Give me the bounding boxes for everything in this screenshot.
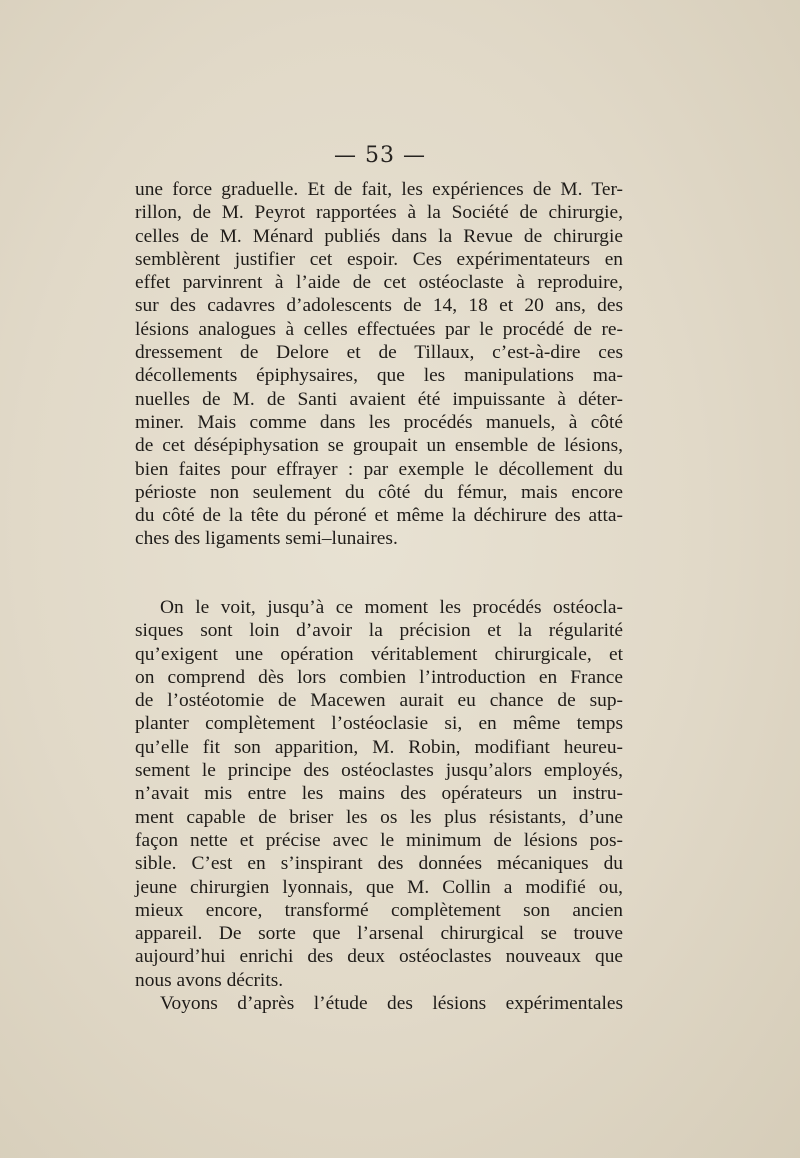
text-line: périoste non seulement du côté du fémur, mais encore <box>135 481 623 503</box>
text-line: Voyons d’après l’étude des lésions expérimentales <box>160 993 623 1015</box>
paragraph-2 <box>135 596 623 1015</box>
text-line: nuelles de M. de Santi avaient été impuissante à déter- <box>135 388 623 410</box>
text-line: de l’ostéotomie de Macewen aurait eu chance de sup- <box>135 690 623 712</box>
text-line: sible. C’est en s’inspirant des données mécaniques du <box>135 853 623 875</box>
text-line: du côté de la tête du péroné et même la déchirure des atta- <box>135 505 623 527</box>
text-line: décollements épiphysaires, que les manipulations ma- <box>135 365 623 387</box>
text-line: qu’exigent une opération véritablement chirurgicale, et <box>135 643 623 665</box>
text-line: semblèrent justifier cet espoir. Ces expérimentateurs en <box>135 248 623 270</box>
text-line: mieux encore, transformé complètement son ancien <box>135 899 623 921</box>
page-number: — 53 — <box>334 143 426 168</box>
text-line: on comprend dès lors combien l’introduction en France <box>135 666 623 688</box>
text-line: qu’elle fit son apparition, M. Robin, modifiant heureu- <box>135 736 623 758</box>
text-line: de cet désépiphysation se groupait un ensemble de lésions, <box>135 435 623 457</box>
text-line: aujourd’hui enrichi des deux ostéoclastes nouveaux que <box>135 946 623 968</box>
text-line: façon nette et précise avec le minimum de lésions pos- <box>135 829 623 851</box>
text-line: dressement de Delore et de Tillaux, c’est-à-dire ces <box>135 342 623 364</box>
text-line: rillon, de M. Peyrot rapportées à la Société de chirurgie, <box>135 202 623 224</box>
text-line: appareil. De sorte que l’arsenal chirurgical se trouve <box>135 923 623 945</box>
text-line: On le voit, jusqu’à ce moment les procédés ostéocla- <box>160 597 623 618</box>
text-line: celles de M. Ménard publiés dans la Revue de chirurgie <box>135 225 623 247</box>
text-line: lésions analogues à celles effectuées par le procédé de re- <box>135 318 623 340</box>
text-line: miner. Mais comme dans les procédés manuels, à côté <box>135 411 623 433</box>
text-line: n’avait mis entre les mains des opérateurs un instru- <box>135 783 623 805</box>
text-line: une force graduelle. Et de fait, les expériences de M. Ter- <box>135 179 623 200</box>
text-line: ches des ligaments semi–lunaires. <box>135 528 398 550</box>
text-line: ment capable de briser les os les plus résistants, d’une <box>135 806 623 828</box>
text-line: siques sont loin d’avoir la précision et la régularité <box>135 620 623 642</box>
paragraph-1 <box>135 178 623 551</box>
text-line: bien faites pour effrayer : par exemple le décollement du <box>135 458 623 480</box>
text-line: effet parvinrent à l’aide de cet ostéoclaste à reproduire, <box>135 272 623 294</box>
text-line: sur des cadavres d’adolescents de 14, 18 et 20 ans, des <box>135 295 623 317</box>
text-line: planter complètement l’ostéoclasie si, en même temps <box>135 713 623 735</box>
text-line: nous avons décrits. <box>135 969 284 991</box>
text-line: jeune chirurgien lyonnais, que M. Collin a modifié ou, <box>135 876 623 898</box>
text-line: sement le principe des ostéoclastes jusqu’alors employés, <box>135 760 623 782</box>
